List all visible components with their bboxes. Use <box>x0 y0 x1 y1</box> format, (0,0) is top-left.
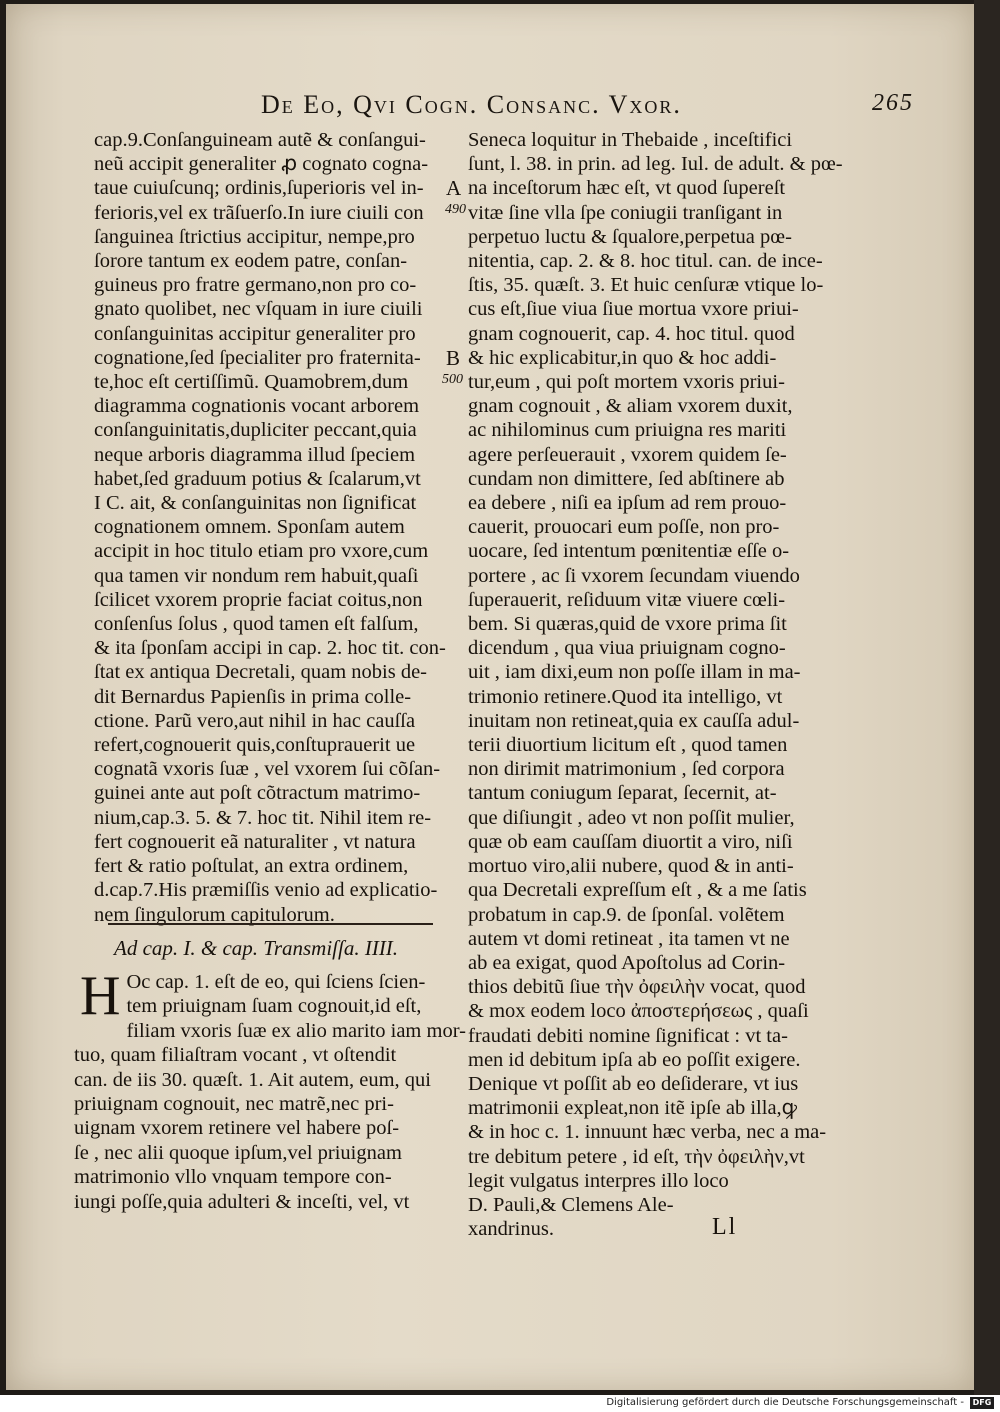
text-line: perpetuo luctu & ſqualore,perpetua pœ- <box>468 225 792 248</box>
text-line: neque arboris diagramma illud ſpeciem <box>94 443 416 466</box>
page-number: 265 <box>872 90 914 116</box>
text-line: accipit in hoc titulo etiam pro vxore,cum <box>94 540 429 563</box>
text-line: autem vt domi retineat , ita tamen vt ne <box>468 927 790 950</box>
right-column <box>468 128 843 1241</box>
text-line: ctione. Parũ vero,aut nihil in hac cauſſa <box>94 709 416 732</box>
page-header <box>261 90 914 126</box>
text-line: dit Bernardus Papienſis in prima colle- <box>94 685 412 708</box>
text-line: ferioris,vel ex trãſuerſo.In iure ciuili con <box>94 201 424 224</box>
text-line: men id debitum ipſa ab eo poſſit exigere. <box>468 1048 801 1071</box>
margin-letter-b: B <box>446 346 461 370</box>
text-line: tem priuignam ſuam cognouit,id eſt, <box>126 995 422 1018</box>
text-line: d.cap.7.His præmiſſis venio ad explicatio- <box>94 879 438 902</box>
drop-cap: H <box>80 965 121 1027</box>
text-line: fraudati debiti nomine ſignificat : vt ta- <box>468 1024 788 1047</box>
text-line: & ita ſponſam accipi in cap. 2. hoc tit. con- <box>94 637 446 660</box>
margin-letter-a: A <box>446 176 462 200</box>
text-line: tuo, quam filiaſtram vocant , vt oſtendit <box>74 1044 397 1067</box>
text-line: tur,eum , qui poſt mortem vxoris priui- <box>468 371 785 394</box>
text-line: neũ accipit generaliter ꝓ cognato cogna- <box>94 153 429 176</box>
text-line: uignam vxorem retinere vel habere poſ- <box>74 1117 400 1140</box>
text-line: non dirimit matrimonium , ſed corpora <box>468 758 785 781</box>
text-line: cus eſt,ſiue viua ſiue mortua vxore priui- <box>468 298 799 321</box>
text-line: iungi poſſe,quia adulteri & inceſti, vel, vt <box>74 1190 410 1213</box>
section-rule <box>108 923 433 925</box>
text-line: qua tamen vir nondum rem habuit,quaſi <box>94 564 419 587</box>
catchword: Ll <box>712 1214 738 1240</box>
text-line: cundam non dimittere, ſed abſtinere ab <box>468 467 785 490</box>
text-line: guineus pro fratre germano,non pro co- <box>94 274 417 297</box>
text-line: legit vulgatus interpres illo loco <box>468 1169 729 1192</box>
text-line: trimonio retinere.Quod ita intelligo, vt <box>468 685 783 708</box>
text-line: & in hoc c. 1. innuunt hæc verba, nec a ma- <box>468 1121 827 1144</box>
text-line: na inceſtorum hæc eſt, vt quod ſupereſt <box>468 177 786 200</box>
text-line: nitentia, cap. 2. & 8. hoc titul. can. de ince- <box>468 250 823 273</box>
text-line: taue cuiuſcunq; ordinis,ſuperioris vel in- <box>94 177 424 200</box>
footer-credit: Digitalisierung gefördert durch die Deutsche Forschungsgemeinschaft - <box>606 1397 964 1408</box>
text-line: portere , ac ſi vxorem ſecundam viuendo <box>468 564 800 587</box>
text-line: agere perſeuerauit , vxorem quidem ſe- <box>468 443 787 466</box>
text-line: filiam vxoris ſuæ ex alio marito iam mor- <box>126 1019 466 1042</box>
text-line: fert & ratio poſtulat, an extra ordinem, <box>94 855 409 878</box>
text-line: que diſiungit , adeo vt non poſſit mulier, <box>468 806 795 829</box>
text-line: nium,cap.3. 5. & 7. hoc tit. Nihil item re- <box>94 806 432 829</box>
text-line: quæ ob eam cauſſam diuortit a viro, niſi <box>468 830 793 853</box>
text-line: cognatione,ſed ſpecialiter pro fraternita- <box>94 346 421 369</box>
text-line: fert cognouerit eã naturaliter , vt natura <box>94 830 416 853</box>
text-line: matrimonii expleat,non itẽ ipſe ab illa,ꝙ <box>468 1097 798 1120</box>
text-line: vitæ ſine vlla ſpe coniugii tranſigant in <box>468 201 783 224</box>
text-line: D. Pauli,& Clemens Ale- <box>468 1193 674 1216</box>
text-line: ab ea exigat, quod Apoſtolus ad Corin- <box>468 951 786 974</box>
running-title: De Eo, Qvi Cogn. Consanc. Vxor. <box>261 90 682 119</box>
text-line: matrimonio vllo vnquam tempore con- <box>74 1166 392 1189</box>
text-line: qua Decretali expreſſum eſt , & a me ſatis <box>468 879 807 902</box>
text-line: dicendum , qua viua priuignam cogno- <box>468 637 786 660</box>
text-line: tre debitum petere , id eſt, τὴν ὀφειλὴν,vt <box>468 1145 805 1168</box>
section-heading: Ad cap. I. & cap. Transmiſſa. IIII. <box>114 936 399 960</box>
text-line: cap.9.Conſanguineam autẽ & conſangui- <box>94 129 426 151</box>
text-line: ſtat ex antiqua Decretali, quam nobis de- <box>94 661 428 684</box>
text-line: diagramma cognationis vocant arborem <box>94 395 420 418</box>
text-line: & mox eodem loco ἀποστερήσεως , quaſi <box>468 1000 809 1023</box>
text-line: ea debere , niſi ea ipſum ad rem prouo- <box>468 492 787 515</box>
text-line: I C. ait, & conſanguinitas non ſignificat <box>94 492 417 515</box>
text-line: ac nihilominus cum priuigna res mariti <box>468 419 787 442</box>
section-body <box>74 965 466 1214</box>
dfg-logo: DFG <box>970 1397 994 1409</box>
text-line: ſorore tantum ex eodem patre, conſan- <box>94 250 408 273</box>
text-line: uit , iam dixi,eum non poſſe illam in ma- <box>468 661 801 684</box>
text-line: ſanguinea ſtrictius accipitur, nempe,pro <box>94 225 415 248</box>
text-line: conſenſus ſolus , quod tamen eſt falſum, <box>94 613 419 636</box>
section-lines <box>74 965 466 1214</box>
text-line: can. de iis 30. quæſt. 1. Ait autem, eum, qui <box>74 1068 431 1091</box>
text-line: ſunt, l. 38. in prin. ad leg. Iul. de adult. & pœ- <box>468 153 843 176</box>
text-line: bem. Si quæras,quid de vxore prima ſit <box>468 613 787 636</box>
left-column <box>94 128 444 927</box>
text-line: thios debitũ ſiue τὴν ὀφειλὴν vocat, quod <box>468 976 806 999</box>
text-line: gnato quolibet, nec vſquam in iure ciuili <box>94 298 423 321</box>
text-line: Seneca loquitur in Thebaide , inceſtifici <box>468 129 793 151</box>
text-line: uocare, ſed intentum pœnitentiæ eſſe o- <box>468 540 790 563</box>
text-line: guinei ante aut poſt cõtractum matrimo- <box>94 782 421 805</box>
text-line: nem ſingulorum capitulorum. <box>94 903 335 926</box>
book-page <box>6 4 974 1390</box>
text-line: cauerit, prouocari eum poſſe, non pro- <box>468 516 780 539</box>
text-line: ſe , nec alii quoque ipſum,vel priuignam <box>74 1141 402 1164</box>
text-line: gnam cognouerit, cap. 4. hoc titul. quod <box>468 322 795 345</box>
text-line: terii diuortium licitum eſt , quod tamen <box>468 734 788 757</box>
margin-number-490: 490 <box>445 202 466 217</box>
text-line: inuitam non retineat,quia ex cauſſa adul- <box>468 709 800 732</box>
text-line: conſanguinitatis,dupliciter peccant,quia <box>94 419 417 442</box>
text-line: ſuperauerit, reſiduum vitæ viuere cœli- <box>468 588 786 611</box>
text-line: te,hoc eſt certiſſimũ. Quamobrem,dum <box>94 371 409 394</box>
text-line: tantum coniugum ſeparat, ſecernit, at- <box>468 782 777 805</box>
text-line: gnam cognouit , & aliam vxorem duxit, <box>468 395 793 418</box>
text-line: cognatã vxoris ſuæ , vel vxorem ſui cõſan- <box>94 758 441 781</box>
text-line: refert,cognouerit quis,conſtuprauerit ue <box>94 734 416 757</box>
digitization-footer <box>0 1395 1000 1412</box>
text-line: ſcilicet vxorem proprie faciat coitus,non <box>94 588 423 611</box>
text-line: priuignam cognouit, nec matrẽ,nec pri- <box>74 1093 394 1116</box>
text-line: probatum in cap.9. de ſponſal. volẽtem <box>468 903 785 926</box>
text-line: & hic explicabitur,in quo & hoc addi- <box>468 346 777 369</box>
text-line: cognationem omnem. Sponſam autem <box>94 516 405 539</box>
text-line: mortuo viro,alii nubere, quod & in anti- <box>468 855 794 878</box>
margin-number-500: 500 <box>442 372 463 387</box>
text-line: Denique vt poſſit ab eo deſiderare, vt ius <box>468 1072 799 1095</box>
text-line: ſtis, 35. quæſt. 3. Et huic cenſuræ vtique lo- <box>468 274 824 297</box>
text-line: conſanguinitas accipitur generaliter pro <box>94 322 416 345</box>
text-line: habet,ſed graduum potius & ſcalarum,vt <box>94 467 421 490</box>
text-line: Oc cap. 1. eſt de eo, qui ſciens ſcien- <box>126 971 426 993</box>
scan-edge <box>974 0 1000 1395</box>
text-line: xandrinus. <box>468 1218 554 1241</box>
